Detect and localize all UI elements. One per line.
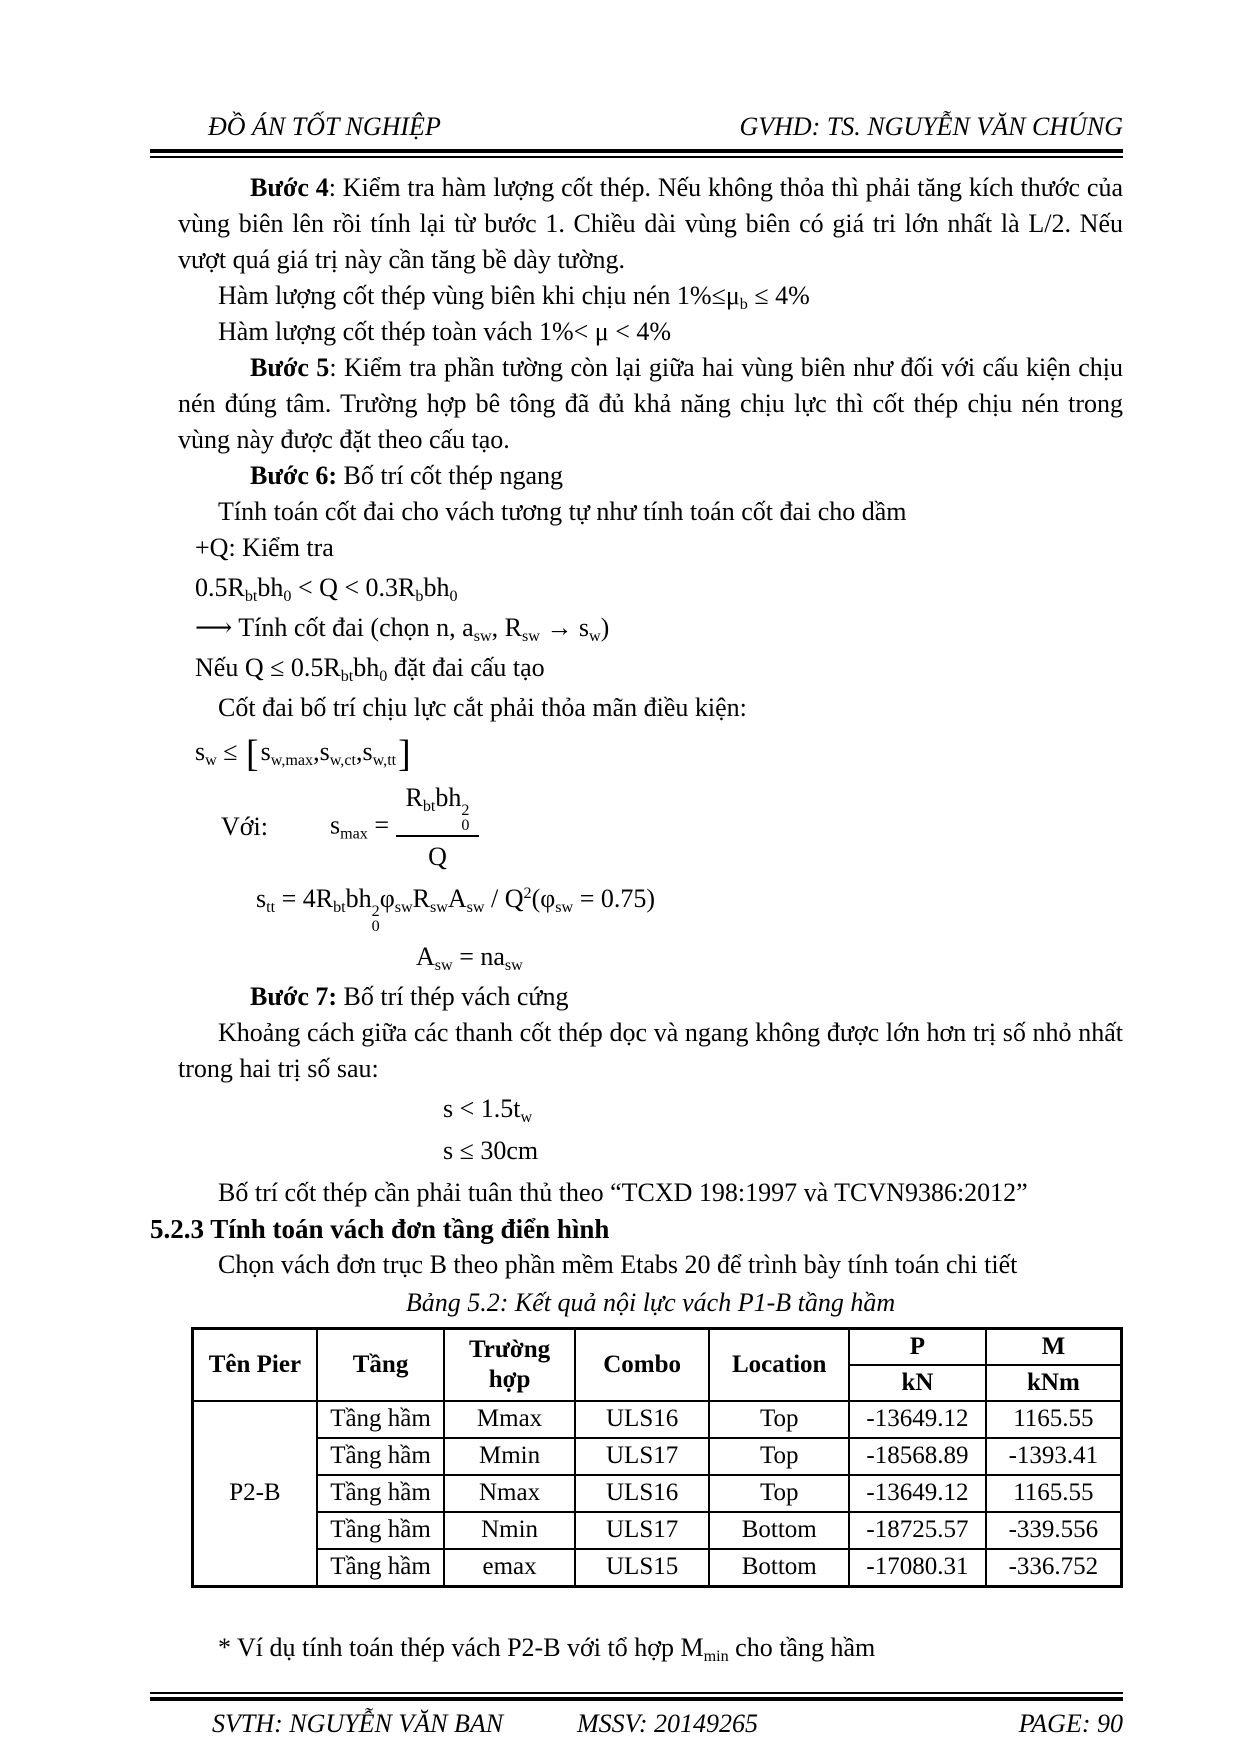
cell-combo: ULS16 (575, 1475, 710, 1512)
column-header-combo: Combo (575, 1328, 710, 1401)
paragraph-step7: Bước 7: Bố trí thép vách cứng (250, 981, 569, 1011)
column-header-tang: Tầng (317, 1328, 444, 1401)
paragraph-step5: Bước 5: Kiểm tra phần tường còn lại giữa hai vùng biên như đối với cấu kiện chịu nén đúng tâm. Trường hợp bê tông đã đủ khả năng chịu lực thì cốt thép chịu nén trong vùng này được đặt theo cấu tạo. (178, 353, 1123, 454)
cell-p: -13649.12 (849, 1475, 986, 1512)
cell-m: -336.752 (986, 1549, 1122, 1587)
footer-svth: SVTH: NGUYỄN VĂN BAN (212, 1708, 504, 1738)
cell-truong-hop: Nmax (444, 1475, 575, 1512)
column-header-ten-pier: Tên Pier (193, 1328, 317, 1401)
cell-location: Top (709, 1401, 849, 1438)
cell-location: Bottom (709, 1549, 849, 1587)
pier-name-cell: P2-B (193, 1401, 317, 1587)
column-header-p-unit: kN (849, 1365, 986, 1401)
cell-combo: ULS15 (575, 1549, 710, 1587)
footer-divider (150, 1692, 1123, 1701)
formula-stt: $s_{tt} = 4R_{bt}bh$ 2 0 $\varphi_{sw}R_{sw}A_{sw} / Q^2(\varphi_{sw} = 0.75)$ (256, 884, 656, 936)
header-title-left: ĐỒ ÁN TỐT NGHIỆP (208, 112, 441, 141)
cell-tang: Tầng hầm (317, 1512, 444, 1549)
column-header-m-unit: kNm (986, 1365, 1122, 1401)
formula-smax: $s_{max}$ = $R_{bt}bh$ 2 0 Q (330, 780, 479, 875)
paragraph-step4: Bước 4: Kiểm tra hàm lượng cốt thép. Nếu không thỏa thì phải tăng kích thước của vùng biên lên rồi tính lại từ bước 1. Chiều dài vùng biên có giá tri lớn nhất là L/2. Nếu vượt quá giá trị này cần tăng bề dày tường. (178, 173, 1123, 274)
formula-smax-block (178, 780, 1123, 875)
cell-p: -18568.89 (849, 1438, 986, 1475)
formula-asw: $A_{sw} = na_{sw}$ (416, 941, 523, 974)
column-header-m: M (986, 1328, 1122, 1365)
formula-spacing-2: s ≤ 30cm (443, 1135, 539, 1165)
table-row (193, 1549, 1122, 1587)
cell-location: Bottom (709, 1512, 849, 1549)
paragraph-q-check: +Q: Kiểm tra (195, 533, 334, 562)
cell-p: -17080.31 (849, 1549, 986, 1587)
paragraph-neu-condition: Nếu $Q \le 0.5R_{bt}bh_0$ đặt đai cấu tạo (195, 653, 545, 685)
column-header-location: Location (709, 1328, 849, 1401)
cell-p: -13649.12 (849, 1401, 986, 1438)
cell-truong-hop: emax (444, 1549, 575, 1587)
table-row (193, 1438, 1122, 1475)
paragraph-stirrup-calc: Tính toán cốt đai cho vách tương tự như tính toán cốt đai cho dầm (218, 497, 907, 526)
cell-truong-hop: Nmin (444, 1512, 575, 1549)
cell-p: -18725.57 (849, 1512, 986, 1549)
table-header-row-1 (193, 1328, 1122, 1365)
header-divider (150, 149, 1123, 158)
cell-tang: Tầng hầm (317, 1475, 444, 1512)
document-content (150, 170, 1123, 1666)
footer-page-number: PAGE: 90 (1018, 1708, 1123, 1738)
table-row (193, 1512, 1122, 1549)
formula-spacing-1: $s < 1.5t_w$ (443, 1093, 533, 1126)
formula-smax-label: Với: (221, 812, 268, 842)
formula-sw-limit: $s_w \le [s_{w,max},s_{w,ct},s_{w,tt}]$ (195, 732, 411, 775)
cell-tang: Tầng hầm (317, 1438, 444, 1475)
table-caption: Bảng 5.2: Kết quả nội lực vách P1-B tầng hầm (405, 1287, 896, 1317)
cell-m: 1165.55 (986, 1475, 1122, 1512)
cell-truong-hop: Mmax (444, 1401, 575, 1438)
column-header-truong-hop: Trường hợp (444, 1328, 575, 1401)
page-header (150, 112, 1123, 142)
paragraph-footnote-example: * Ví dụ tính toán thép vách P2-B với tổ hợp $M_{min}$ cho tầng hầm (218, 1632, 876, 1665)
table-row (193, 1401, 1122, 1438)
footer-mssv: MSSV: 20149265 (577, 1708, 759, 1738)
table-body (193, 1401, 1122, 1587)
paragraph-spacing-rule: Khoảng cách giữa các thanh cốt thép dọc và ngang không được lớn hơn trị số nhỏ nhất trong hai trị số sau: (178, 1017, 1123, 1083)
formula-shear-range: $0.5R_{bt}bh_0 < Q < 0.3R_bbh_0$ (195, 573, 458, 605)
paragraph-stirrup-condition: Cốt đai bố trí chịu lực cắt phải thỏa mãn điều kiện: (218, 693, 747, 722)
paragraph-code-reference: Bố trí cốt thép cần phải tuân thủ theo “TCXD 198:1997 và TCVN9386:2012” (218, 1177, 1028, 1207)
page-footer (150, 1709, 1123, 1739)
table-row (193, 1475, 1122, 1512)
cell-location: Top (709, 1438, 849, 1475)
cell-m: -339.556 (986, 1512, 1122, 1549)
internal-forces-table (191, 1327, 1123, 1588)
table-header (193, 1328, 1122, 1401)
cell-combo: ULS17 (575, 1438, 710, 1475)
cell-m: 1165.55 (986, 1401, 1122, 1438)
cell-m: -1393.41 (986, 1438, 1122, 1475)
header-title-right: GVHD: TS. NGUYỄN VĂN CHÚNG (739, 112, 1123, 141)
column-header-p: P (849, 1328, 986, 1365)
cell-location: Top (709, 1475, 849, 1512)
cell-truong-hop: Mmin (444, 1438, 575, 1475)
section-heading-523: 5.2.3 Tính toán vách đơn tầng điển hình (150, 1213, 610, 1244)
paragraph-ratio-wall: Hàm lượng cốt thép toàn vách 1%< μ < 4% (218, 317, 672, 346)
cell-tang: Tầng hầm (317, 1549, 444, 1587)
cell-combo: ULS17 (575, 1512, 710, 1549)
paragraph-step6: Bước 6: Bố trí cốt thép ngang (250, 461, 564, 490)
paragraph-ratio-edge: Hàm lượng cốt thép vùng biên khi chịu nén $1\%\le\mu_b \le 4\%$ (218, 281, 810, 313)
paragraph-chon-vach: Chọn vách đơn trục B theo phần mềm Etabs 20 để trình bày tính toán chi tiết (218, 1249, 1018, 1279)
cell-tang: Tầng hầm (317, 1401, 444, 1438)
formula-stirrup-choice: ⟶ Tính cốt đai (chọn n, $a_{sw}$, $R_{sw} \to s_w$) (195, 613, 610, 645)
cell-combo: ULS16 (575, 1401, 710, 1438)
